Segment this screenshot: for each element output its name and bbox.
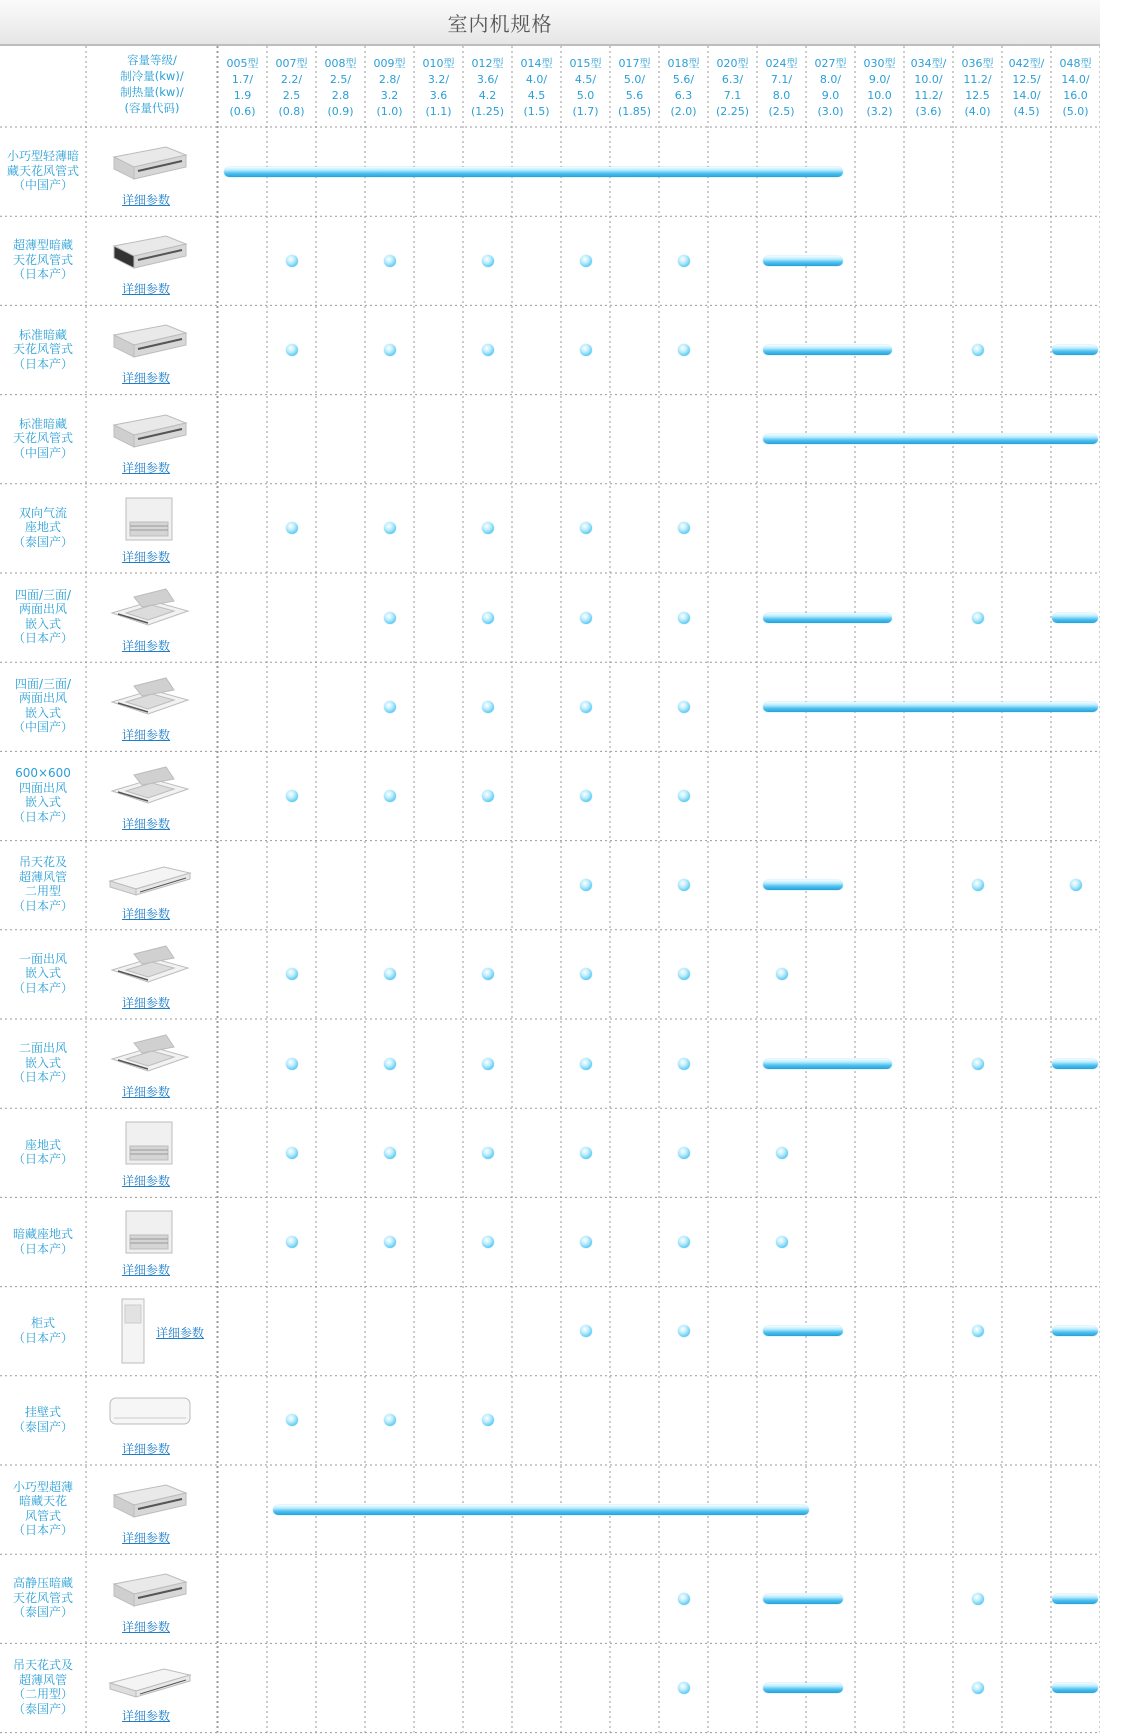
column-header-code: (1.5) (523, 105, 550, 118)
column-header-type: 010型 (422, 57, 455, 70)
row-name-line: 超薄风管 (18, 1672, 67, 1687)
row-name (0, 149, 86, 193)
row-name-line: （中国产） (12, 178, 73, 193)
row-name (0, 506, 86, 550)
row-name-line: 嵌入式 (24, 966, 61, 981)
availability-dot (678, 790, 690, 802)
column-header-code: (1.25) (470, 105, 505, 118)
column-header-type: 018型 (667, 57, 700, 70)
column-header-heat: 14.0/ (1012, 89, 1041, 102)
column-header-heat: 10.0 (867, 89, 892, 102)
availability-range-bar (763, 1326, 843, 1336)
detail-link[interactable]: 详细参数 (122, 906, 171, 921)
availability-dot (286, 1414, 298, 1426)
column-header (610, 56, 659, 120)
column-header-heat: 2.8 (331, 89, 350, 102)
row-name-line: 天花风管式 (12, 431, 73, 446)
availability-range-bar (763, 256, 843, 266)
availability-dot (678, 344, 690, 356)
detail-link[interactable]: 详细参数 (122, 460, 171, 475)
row-name-line: （中国产） (12, 720, 73, 735)
row-name-line: 二面出风 (18, 1041, 67, 1056)
column-header (218, 56, 267, 120)
thin-duct-image (104, 226, 194, 280)
row-name (0, 677, 86, 735)
availability-dot (384, 255, 396, 267)
availability-range-bar (763, 613, 892, 623)
availability-range-bar (1052, 613, 1098, 623)
column-header-type: 030型 (863, 57, 896, 70)
column-header-cool: 5.6/ (672, 73, 695, 86)
row-name (0, 1576, 86, 1620)
column-header (561, 56, 610, 120)
column-header-type: 024型 (765, 57, 798, 70)
column-header (953, 56, 1002, 120)
cassette-600-image (104, 761, 194, 815)
detail-link[interactable]: 详细参数 (122, 1531, 171, 1545)
availability-dot (384, 701, 396, 713)
availability-dot (678, 1147, 690, 1159)
column-header-cool: 11.2/ (963, 73, 992, 86)
column-header-cool: 4.0/ (525, 73, 548, 86)
column-header-heat: 8.0 (772, 89, 791, 102)
row-name-line: 二用型 (24, 884, 61, 899)
column-header-cool: 2.5/ (329, 73, 352, 86)
column-header-code: (1.0) (376, 105, 403, 118)
row-name-line: 暗藏天花 (18, 1494, 67, 1509)
availability-dot (678, 1682, 690, 1694)
availability-dot (286, 790, 298, 802)
row-name-line: 吊天花式及 (12, 1658, 73, 1672)
availability-dot (580, 968, 592, 980)
column-header-cool: 4.5/ (574, 73, 597, 86)
column-header-heat: 7.1 (723, 89, 742, 102)
availability-dot (972, 344, 984, 356)
column-header-cool: 5.0/ (623, 73, 646, 86)
title-bar (0, 0, 1100, 46)
availability-dot (286, 968, 298, 980)
availability-range-bar (763, 345, 892, 355)
row-name-line: 两面出风 (18, 691, 67, 706)
availability-dot (972, 1325, 984, 1337)
column-header-code: (2.5) (768, 105, 795, 118)
cassette-4way-cn-image (104, 672, 194, 726)
availability-range-bar (763, 1594, 843, 1604)
availability-dot (286, 255, 298, 267)
row-name (0, 238, 86, 282)
availability-dot (580, 879, 592, 891)
availability-dot (776, 968, 788, 980)
detail-link[interactable]: 详细参数 (156, 1325, 205, 1340)
availability-dot (972, 879, 984, 891)
availability-range-bar (763, 702, 1098, 712)
availability-dot (580, 1325, 592, 1337)
availability-dot (482, 1147, 494, 1159)
column-header-heat: 2.5 (282, 89, 301, 102)
row-name-line: 标准暗藏 (18, 327, 67, 342)
availability-dot (678, 255, 690, 267)
column-header-heat: 9.0 (821, 89, 840, 102)
row-name-line: 超薄型暗藏 (12, 238, 73, 253)
column-header-code: (0.6) (229, 105, 256, 118)
header-label-line: 制冷量(kw)/ (120, 69, 184, 83)
column-header (267, 56, 316, 120)
row-name-line: 嵌入式 (24, 705, 61, 720)
availability-dot (972, 612, 984, 624)
row-name-line: （日本产） (12, 809, 73, 824)
availability-dot (482, 1236, 494, 1248)
column-header-type: 007型 (275, 57, 308, 70)
row-name (0, 417, 86, 461)
column-header-cool: 2.2/ (280, 73, 303, 86)
row-name-line: 柜式 (30, 1316, 55, 1331)
row-name-line: （日本产） (12, 1330, 73, 1345)
availability-dot (580, 1058, 592, 1070)
availability-dot (286, 522, 298, 534)
column-header-code: (3.0) (817, 105, 844, 118)
row-name-line: （日本产） (12, 356, 73, 371)
column-header (659, 56, 708, 120)
ceiling-suspended-th-image (104, 1653, 194, 1707)
column-header (512, 56, 561, 120)
row-name (0, 588, 86, 646)
availability-range-bar (763, 1059, 892, 1069)
detail-link[interactable]: 详细参数 (122, 1174, 171, 1189)
availability-dot (482, 344, 494, 356)
column-header-code: (1.1) (425, 105, 452, 118)
row-name-line: 天花风管式 (12, 252, 73, 267)
row-name-line: （泰国产） (12, 534, 73, 549)
column-header-type: 034型/ (910, 57, 947, 70)
availability-dot (972, 1593, 984, 1605)
availability-range-bar (763, 434, 1098, 444)
availability-dot (482, 612, 494, 624)
availability-dot (286, 344, 298, 356)
column-header (904, 56, 953, 120)
column-header-code: (2.25) (715, 105, 750, 118)
row-name-line: 四面/三面/ (14, 676, 72, 691)
row-name (0, 1658, 86, 1716)
column-header-heat: 3.6 (429, 89, 448, 102)
availability-dot (482, 1058, 494, 1070)
column-header-heat: 5.0 (576, 89, 595, 102)
header-label-line: (容量代码) (124, 101, 180, 115)
availability-dot (580, 255, 592, 267)
availability-dot (972, 1058, 984, 1070)
row-name-line: 风管式 (24, 1508, 61, 1523)
column-header-code: (2.0) (670, 105, 697, 118)
column-header-heat: 4.5 (527, 89, 546, 102)
row-name-line: 双向气流 (18, 505, 67, 520)
column-header-type: 012型 (471, 57, 504, 70)
column-header-code: (1.7) (572, 105, 599, 118)
detail-link[interactable]: 详细参数 (122, 995, 171, 1010)
column-header-type: 014型 (520, 57, 553, 70)
availability-dot (678, 879, 690, 891)
row-name-line: （泰国产） (12, 1419, 73, 1434)
column-header-heat: 12.5 (965, 89, 990, 102)
column-header (463, 56, 512, 120)
availability-dot (580, 701, 592, 713)
concealed-floor-image (104, 1207, 194, 1261)
availability-dot (384, 612, 396, 624)
detail-link[interactable]: 详细参数 (122, 371, 171, 386)
row-name (0, 855, 86, 913)
row-name-line: 小巧型轻薄暗 (6, 149, 79, 164)
row-name (0, 1227, 86, 1256)
column-header-cool: 9.0/ (868, 73, 891, 86)
column-header (316, 56, 365, 120)
availability-dot (678, 1236, 690, 1248)
row-name-line: 天花风管式 (12, 1590, 73, 1605)
row-name (0, 1316, 86, 1345)
column-header-cool: 10.0/ (914, 73, 943, 86)
availability-dot (678, 522, 690, 534)
column-header-code: (0.8) (278, 105, 305, 118)
row-name-line: （日本产） (12, 1152, 73, 1167)
column-header (806, 56, 855, 120)
column-header-type: 015型 (569, 57, 602, 70)
detail-link[interactable]: 详细参数 (122, 639, 171, 653)
availability-dot (384, 790, 396, 802)
availability-dot (384, 344, 396, 356)
row-name-line: （日本产） (12, 1070, 73, 1085)
column-header-cool: 3.2/ (427, 73, 450, 86)
availability-range-bar (224, 167, 843, 177)
column-header (855, 56, 904, 120)
availability-dot (580, 522, 592, 534)
availability-dot (580, 1147, 592, 1159)
cabinet-image (118, 1297, 148, 1371)
row-name-line: 嵌入式 (24, 795, 61, 809)
column-header-cool: 6.3/ (721, 73, 744, 86)
availability-dot (972, 1682, 984, 1694)
column-header-type: 048型 (1059, 57, 1092, 70)
row-name-line: 超薄风管 (18, 869, 67, 884)
availability-dot (482, 255, 494, 267)
floor-2way-image (104, 494, 194, 548)
availability-range-bar (1052, 1683, 1098, 1693)
row-name-line: 吊天花及 (18, 855, 67, 870)
column-header-code: (4.0) (964, 105, 991, 118)
column-header (1051, 56, 1100, 120)
availability-range-bar (763, 880, 843, 890)
row-name-line: 600×600 (15, 766, 71, 780)
std-duct-image (104, 315, 194, 369)
column-header-cool: 1.7/ (231, 73, 254, 86)
column-header-heat: 5.6 (625, 89, 644, 102)
row-name (0, 1480, 86, 1538)
row-name-line: 天花风管式 (12, 342, 73, 356)
column-header-code: (3.6) (915, 105, 942, 118)
row-name-line: 一面出风 (18, 951, 67, 966)
availability-range-bar (1052, 1326, 1098, 1336)
availability-dot (678, 612, 690, 624)
row-name-line: （日本产） (12, 898, 73, 913)
availability-dot (580, 790, 592, 802)
availability-dot (384, 1147, 396, 1159)
row-name (0, 1041, 86, 1085)
column-header-type: 042型/ (1008, 57, 1045, 70)
high-static-duct-image (104, 1564, 194, 1618)
column-header-heat: 3.2 (380, 89, 399, 102)
availability-dot (286, 1058, 298, 1070)
availability-dot (384, 1058, 396, 1070)
row-name-line: 嵌入式 (24, 616, 61, 631)
row-name-line: 标准暗藏 (18, 416, 67, 431)
detail-link[interactable]: 详细参数 (122, 193, 171, 207)
detail-link[interactable]: 详细参数 (122, 1263, 171, 1278)
column-header-cool: 14.0/ (1061, 73, 1090, 86)
availability-dot (1070, 879, 1082, 891)
availability-dot (776, 1147, 788, 1159)
availability-dot (776, 1236, 788, 1248)
availability-dot (482, 790, 494, 802)
availability-dot (482, 968, 494, 980)
row-name-line: 高静压暗藏 (12, 1576, 73, 1591)
row-name-line: 两面出风 (18, 602, 67, 617)
availability-dot (384, 1236, 396, 1248)
row-name (0, 1138, 86, 1167)
column-header-code: (0.9) (327, 105, 354, 118)
column-header-heat: 1.9 (233, 89, 252, 102)
availability-dot (678, 1325, 690, 1337)
column-header-type: 009型 (373, 57, 406, 70)
row-name-line: 四面出风 (18, 780, 67, 795)
detail-link[interactable]: 详细参数 (122, 549, 171, 564)
column-header-code: (4.5) (1013, 105, 1040, 118)
row-name-line: 藏天花风管式 (6, 163, 79, 178)
row-name-line: 四面/三面/ (14, 587, 72, 602)
column-header-code: (1.85) (617, 105, 652, 118)
header-label-line: 制热量(kw)/ (120, 85, 184, 99)
row-name-line: （泰国产） (12, 1605, 73, 1620)
column-header-type: 020型 (716, 57, 749, 70)
column-header-code: (3.2) (866, 105, 893, 118)
availability-dot (482, 701, 494, 713)
row-name-line: （中国产） (12, 445, 73, 460)
detail-link[interactable]: 详细参数 (122, 817, 171, 832)
row-name-line: （二用型） (12, 1687, 73, 1701)
row-name-line: （日本产） (12, 980, 73, 995)
column-header (757, 56, 806, 120)
header-label-line: 容量等级/ (127, 53, 177, 67)
availability-dot (384, 1414, 396, 1426)
compact-duct-image (104, 1475, 194, 1529)
row-name-line: 座地式 (24, 1137, 61, 1152)
ceiling-suspended-image (104, 851, 194, 905)
column-header-type: 008型 (324, 57, 357, 70)
availability-dot (678, 701, 690, 713)
detail-link[interactable]: 详细参数 (122, 1709, 171, 1724)
column-header-cool: 8.0/ (819, 73, 842, 86)
availability-dot (580, 612, 592, 624)
availability-dot (580, 344, 592, 356)
detail-link[interactable]: 详细参数 (122, 1085, 171, 1099)
cassette-1way-image (104, 940, 194, 994)
column-header (708, 56, 757, 120)
availability-dot (384, 522, 396, 534)
availability-dot (384, 968, 396, 980)
availability-dot (482, 522, 494, 534)
row-name-line: （日本产） (12, 1241, 73, 1256)
detail-link[interactable]: 详细参数 (122, 282, 171, 297)
row-name-line: （日本产） (12, 1523, 73, 1538)
row-name-line: （泰国产） (12, 1701, 73, 1716)
availability-dot (678, 1593, 690, 1605)
column-header-heat: 4.2 (478, 89, 497, 102)
column-header-type: 005型 (226, 57, 259, 70)
column-header-heat: 6.3 (674, 89, 693, 102)
wall-mounted-image (104, 1386, 194, 1440)
row-name-line: 小巧型超薄 (12, 1479, 73, 1494)
column-header-code: (5.0) (1062, 105, 1089, 118)
row-name (0, 328, 86, 372)
floor-standing-image (104, 1118, 194, 1172)
availability-range-bar (1052, 1059, 1098, 1069)
column-header (1002, 56, 1051, 120)
availability-range-bar (1052, 345, 1098, 355)
row-name-line: 暗藏座地式 (12, 1227, 73, 1241)
column-header-heat: 11.2/ (914, 89, 943, 102)
availability-range-bar (273, 1505, 809, 1515)
row-name (0, 766, 86, 824)
column-header-cool: 3.6/ (476, 73, 499, 86)
row-name-line: 挂壁式 (24, 1405, 61, 1420)
column-header (414, 56, 463, 120)
column-header-cool: 2.8/ (378, 73, 401, 86)
column-header-heat: 16.0 (1063, 89, 1088, 102)
availability-range-bar (763, 1683, 843, 1693)
column-header-cool: 7.1/ (770, 73, 793, 86)
page-title: 室内机规格 (447, 12, 553, 36)
slim-duct-image (104, 137, 194, 191)
row-name-line: （日本产） (12, 631, 73, 646)
column-header-type: 027型 (814, 57, 847, 70)
cassette-2way-image (104, 1029, 194, 1083)
availability-dot (678, 1058, 690, 1070)
row-name (0, 1405, 86, 1434)
row-name (0, 952, 86, 996)
row-name-line: （日本产） (12, 267, 73, 282)
detail-link[interactable]: 详细参数 (122, 1441, 171, 1456)
availability-dot (286, 1236, 298, 1248)
detail-link[interactable]: 详细参数 (122, 1620, 171, 1635)
column-header-type: 036型 (961, 57, 994, 70)
header-label (86, 52, 218, 116)
column-header-cool: 12.5/ (1012, 73, 1041, 86)
detail-link[interactable]: 详细参数 (122, 728, 171, 743)
column-header-type: 017型 (618, 57, 651, 70)
std-duct-cn-image (104, 405, 194, 459)
row-name-line: 座地式 (24, 520, 61, 535)
column-header (365, 56, 414, 120)
row-name-line: 嵌入式 (24, 1055, 61, 1070)
availability-dot (580, 1236, 592, 1248)
availability-range-bar (1052, 1594, 1098, 1604)
availability-dot (482, 1414, 494, 1426)
availability-dot (678, 968, 690, 980)
availability-dot (286, 1147, 298, 1159)
cassette-4way-image (104, 583, 194, 637)
